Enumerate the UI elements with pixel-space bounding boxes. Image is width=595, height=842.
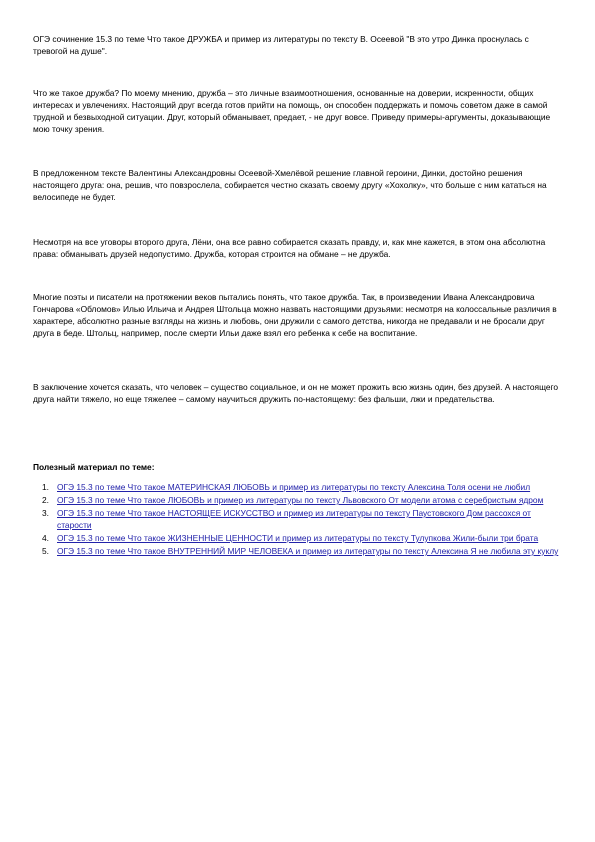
paragraph-text-example: В предложенном тексте Валентины Александровны Осеевой-Хмелёвой решение главной героини, Динки, достойно решения настоящего друга: она, решив, что повзрослела, собирается честно сказать своему другу «Хохолку», что больше с ним кататься на велосипеде не будет. xyxy=(33,168,547,202)
related-list xyxy=(33,481,565,558)
paragraph-text-analysis: Несмотря на все уговоры второго друга, Лёни, она все равно собирается сказать правду, и, как мне кажется, в этом она абсолютна права: обманывать друзей недопустимо. Дружба, которая строится на обмане – не дружба. xyxy=(33,237,546,259)
related-link-3[interactable]: ОГЭ 15.3 по теме Что такое НАСТОЯЩЕЕ ИСКУССТВО и пример из литературы по тексту Паустовского Дом рассохся от старости xyxy=(57,508,531,530)
related-link-4[interactable]: ОГЭ 15.3 по теме Что такое ЖИЗНЕННЫЕ ЦЕННОСТИ и пример из литературы по тексту Тулупкова Жили-были три брата xyxy=(57,533,539,543)
paragraph-conclusion: В заключение хочется сказать, что человек – существо социальное, и он не может прожить всю жизнь один, без друзей. А настоящего друга найти тяжело, но еще тяжелее – самому научиться дружить по-настоящему: без фальши, лжи и предательства. xyxy=(33,382,559,404)
related-link-1[interactable]: ОГЭ 15.3 по теме Что такое МАТЕРИНСКАЯ ЛЮБОВЬ и пример из литературы по тексту Алексина Толя осени не любил xyxy=(57,482,531,492)
list-number: 3. xyxy=(42,508,49,518)
paragraph-literature-example: Многие поэты и писатели на протяжении веков пытались понять, что такое дружба. Так, в произведении Ивана Александровича Гончарова «Обломов» Илью Ильича и Андрея Штольца можно назвать настоящими друзьями: несмотря на колоссальные различия в характере, абсолютно разные взгляды на жизнь и любовь, они дружили с самого детства, никогда не предавали и не бросали друг друга в беде. Штольц, например, после смерти Ильи даже взял его ребенка к себе на воспитание. xyxy=(33,292,557,338)
related-link-2[interactable]: ОГЭ 15.3 по теме Что такое ЛЮБОВЬ и пример из литературы по тексту Львовского От модели атома с серебристым ядром xyxy=(57,495,544,505)
list-number: 5. xyxy=(42,546,49,556)
related-heading: Полезный материал по теме: xyxy=(33,462,155,472)
list-number: 1. xyxy=(42,482,49,492)
list-item xyxy=(33,494,565,506)
list-number: 4. xyxy=(42,533,49,543)
paragraph-intro: Что же такое дружба? По моему мнению, дружба – это личные взаимоотношения, основанные на доверии, искренности, общих интересах и увлечениях. Настоящий друг всегда готов прийти на помощь, он способен поддержать и помочь советом даже в самой трудной и безвыходной ситуации. Друг, который обманывает, предает, - не друг вовсе. Приведу примеры-аргументы, доказывающие мою точку зрения. xyxy=(33,88,551,134)
list-number: 2. xyxy=(42,495,49,505)
list-item xyxy=(33,545,565,557)
list-item xyxy=(33,532,565,544)
document-title: ОГЭ сочинение 15.3 по теме Что такое ДРУЖБА и пример из литературы по тексту В. Осеевой "В это утро Динка проснулась с тревогой на душе". xyxy=(33,34,529,56)
list-item xyxy=(33,481,565,493)
related-link-5[interactable]: ОГЭ 15.3 по теме Что такое ВНУТРЕННИЙ МИР ЧЕЛОВЕКА и пример из литературы по тексту Алексина Я не любила эту куклу xyxy=(57,546,559,556)
list-item xyxy=(33,507,565,531)
